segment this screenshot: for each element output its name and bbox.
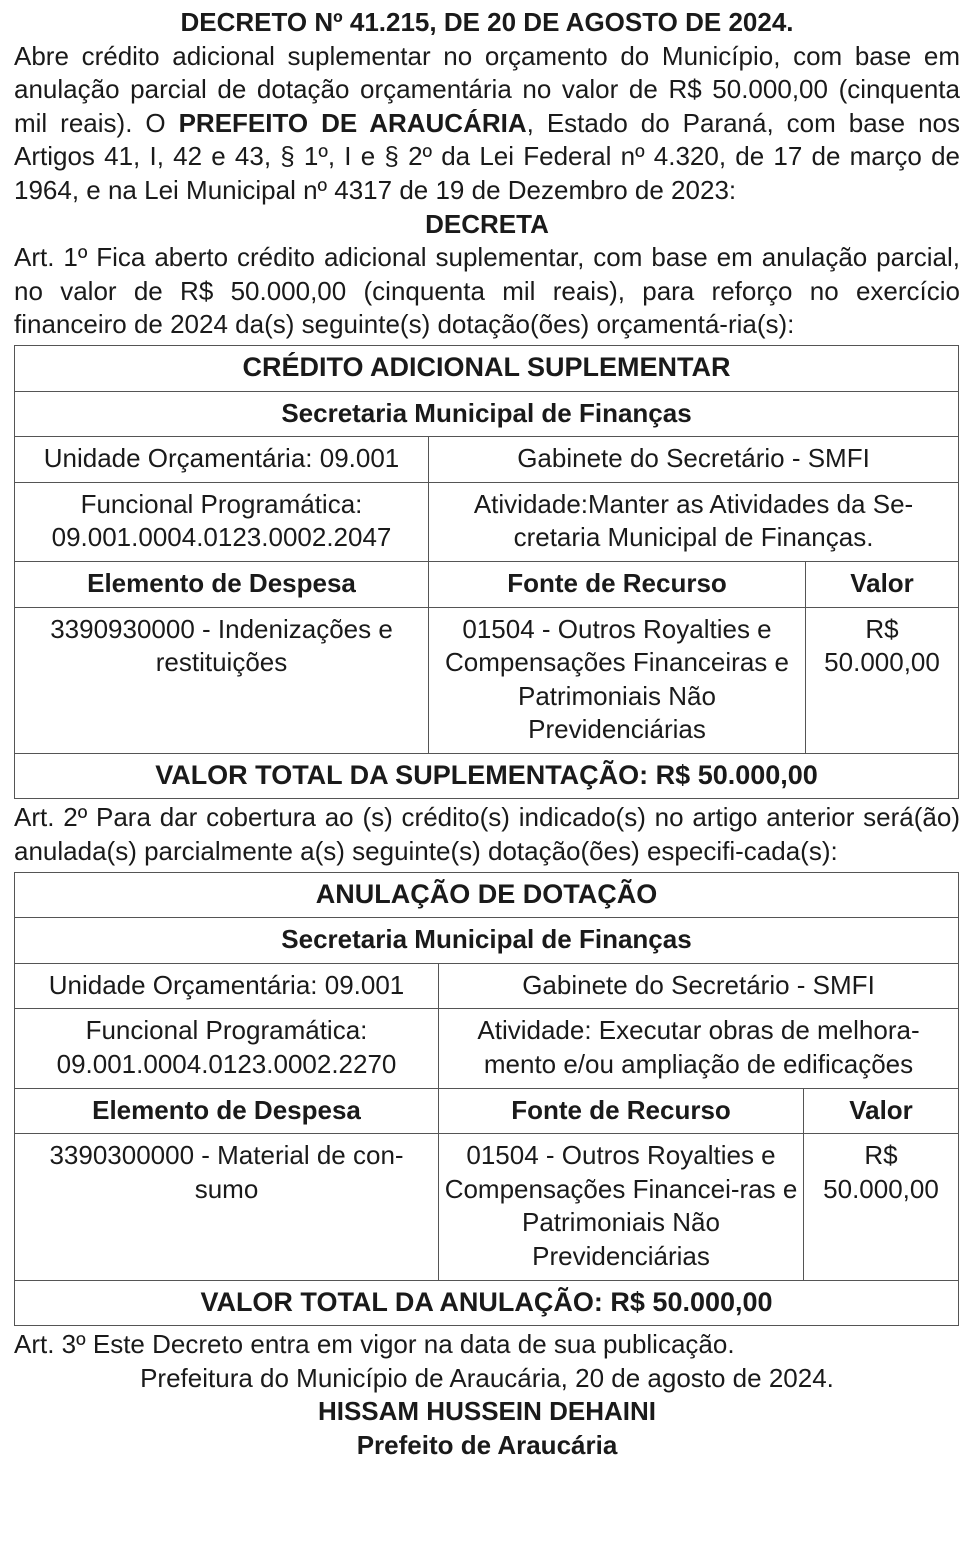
credit-fonte: 01504 - Outros Royalties e Compensações Financeiras e Patrimoniais Não Previdenciárias [429,607,806,753]
signatory-role: Prefeito de Araucária [356,1429,618,1460]
credit-table-title: CRÉDITO ADICIONAL SUPLEMENTAR [15,345,959,391]
article-2: Art. 2º Para dar cobertura ao (s) crédito(s) indicado(s) no artigo anterior será(ão) anulada(s) parcialmente a(s) seguinte(s) dotação(ões) especifi-cada(s): [14,802,960,867]
credit-valor-currency: R$ [865,613,899,644]
credit-valor [806,607,959,753]
annulment-fonte: 01504 - Outros Royalties e Compensações Financei-ras e Patrimoniais Não Previdenciárias [439,1134,804,1280]
decree-title: DECRETO Nº 41.215, DE 20 DE AGOSTO DE 2024. [180,7,794,37]
credit-gabinete: Gabinete do Secretário - SMFI [429,437,959,483]
annulment-col-fonte: Fonte de Recurso [439,1088,804,1134]
credit-elemento: 3390930000 - Indenizações e restituições [15,607,429,753]
credit-funcional-label: Funcional Programática: [80,488,363,519]
annulment-unidade: Unidade Orçamentária: 09.001 [15,963,439,1009]
credit-table [14,345,959,800]
annulment-secretaria: Secretaria Municipal de Finanças [15,918,959,964]
annulment-funcional-code: 09.001.0004.0123.0002.2270 [56,1049,397,1080]
annulment-funcional-label: Funcional Programática: [85,1015,368,1046]
credit-funcional [15,482,429,561]
annulment-elemento: 3390300000 - Material de con-sumo [15,1134,439,1280]
decree-preamble [14,40,960,208]
credit-atividade: Atividade:Manter as Atividades da Se-cretaria Municipal de Finanças. [429,482,959,561]
preamble-mayor: PREFEITO DE ARAUCÁRIA [178,107,527,138]
annulment-valor [804,1134,959,1280]
credit-valor-amount: 50.000,00 [824,647,940,678]
preamble-text-a: Abre crédito adicional suplementar no orçamento do Município, com base em anulação parcial de dotação orçamentária no valor de R$ 50.000,00 (cinquenta mil reais). O [14,40,960,138]
credit-total: VALOR TOTAL DA SUPLEMENTAÇÃO: R$ 50.000,00 [15,753,959,799]
annulment-funcional [15,1009,439,1088]
decreta-heading: DECRETA [425,208,549,239]
preamble-text-b: , Estado do Paraná, com base nos Artigos 41, I, 42 e 43, § 1º, I e § 2º da Lei Federal nº 4.320, de 17 de março de 1964, e na Lei Municipal nº 4317 de 19 de Dezembro de 2023: [14,107,961,205]
credit-col-elemento: Elemento de Despesa [15,561,429,607]
annulment-gabinete: Gabinete do Secretário - SMFI [439,963,959,1009]
credit-secretaria: Secretaria Municipal de Finanças [15,391,959,437]
article-1: Art. 1º Fica aberto crédito adicional suplementar, com base em anulação parcial, no valor de R$ 50.000,00 (cinquenta mil reais), para reforço no exercício financeiro de 2024 da(s) seguinte(s) dotação(ões) orçamentá-ria(s): [14,242,960,340]
signatory-name: HISSAM HUSSEIN DEHAINI [317,1396,657,1427]
article-3: Art. 3º Este Decreto entra em vigor na data de sua publicação. [14,1329,735,1360]
credit-unidade: Unidade Orçamentária: 09.001 [15,437,429,483]
annulment-valor-amount: 50.000,00 [823,1173,939,1204]
annulment-col-valor: Valor [804,1088,959,1134]
annulment-table-title: ANULAÇÃO DE DOTAÇÃO [15,872,959,918]
annulment-atividade: Atividade: Executar obras de melhora-mento e/ou ampliação de edificações [439,1009,959,1088]
annulment-table [14,872,959,1327]
credit-col-fonte: Fonte de Recurso [429,561,806,607]
place-date: Prefeitura do Município de Araucária, 20 de agosto de 2024. [140,1362,834,1393]
annulment-col-elemento: Elemento de Despesa [15,1088,439,1134]
credit-funcional-code: 09.001.0004.0123.0002.2047 [51,522,392,553]
annulment-total: VALOR TOTAL DA ANULAÇÃO: R$ 50.000,00 [15,1280,959,1326]
annulment-valor-currency: R$ [864,1140,898,1171]
credit-col-valor: Valor [806,561,959,607]
